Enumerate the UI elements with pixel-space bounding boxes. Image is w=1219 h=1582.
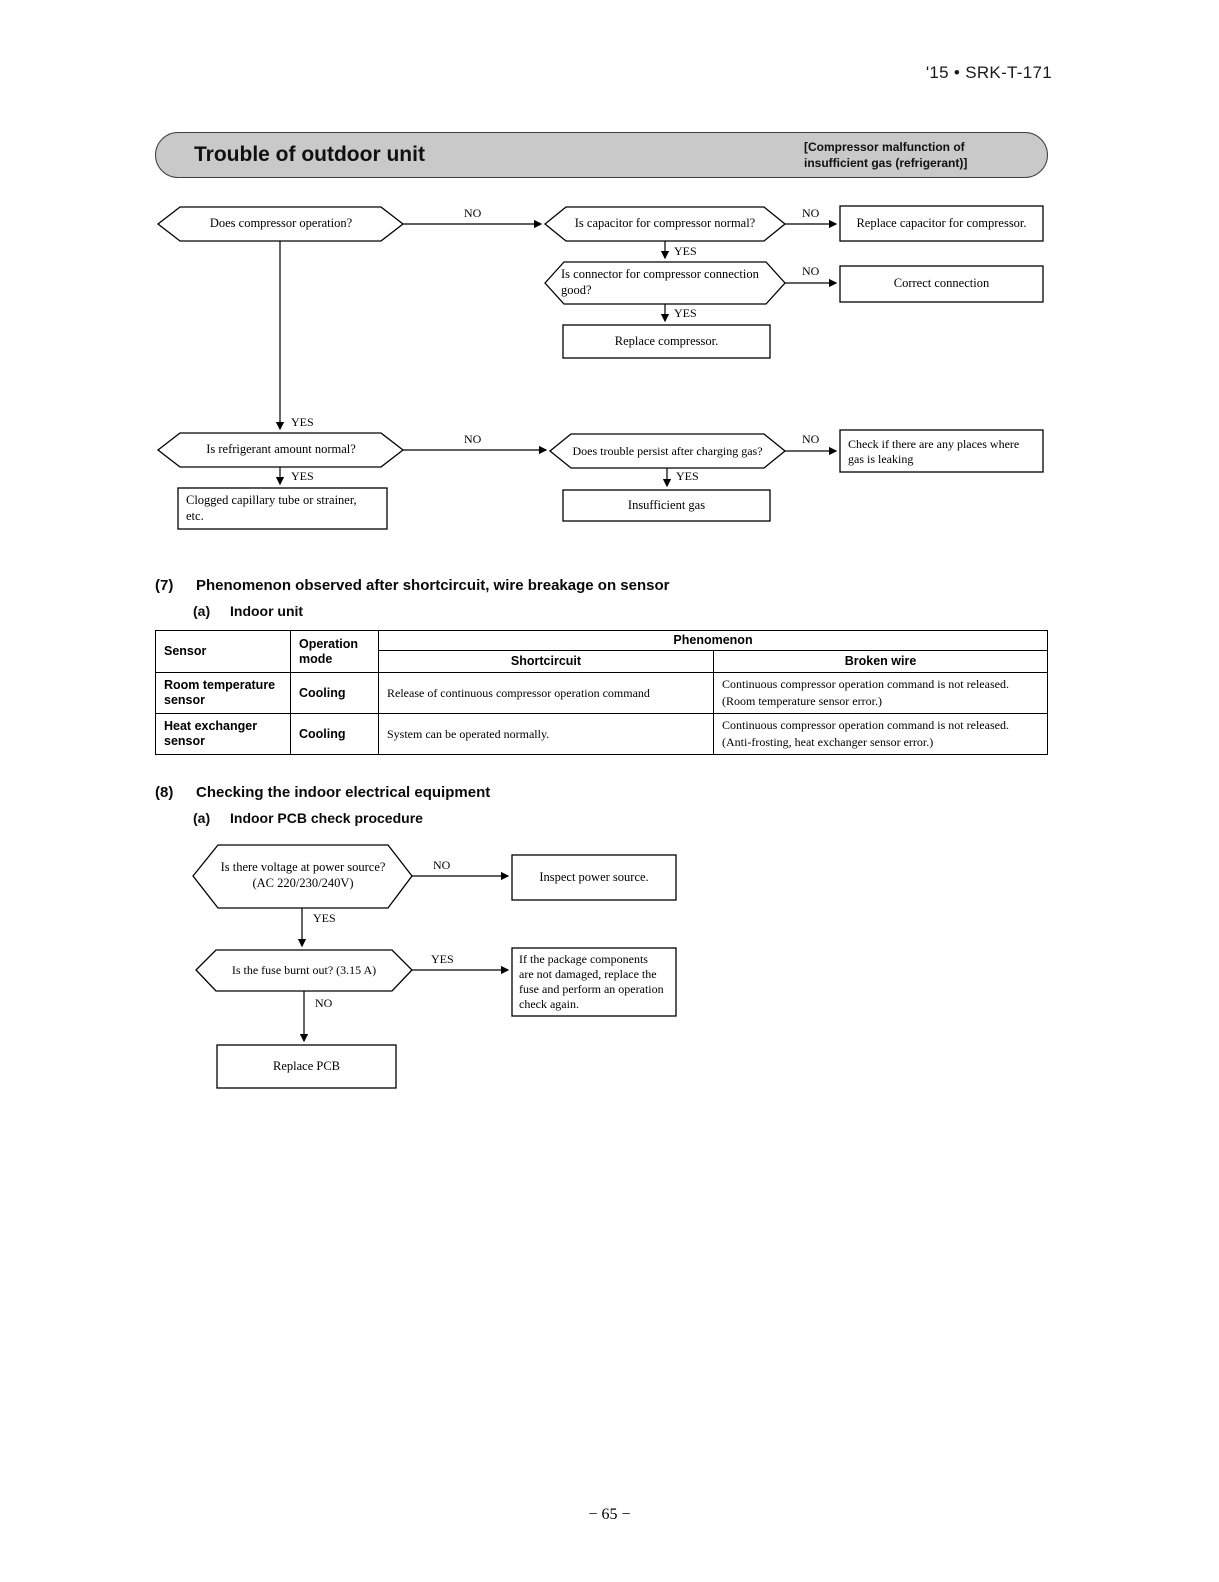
- col-header-broken-wire: Broken wire: [714, 651, 1048, 673]
- section-8a-heading: [193, 810, 423, 826]
- banner-title: Trouble of outdoor unit: [194, 143, 425, 166]
- node-result-insufficient-gas: Insufficient gas: [627, 497, 706, 512]
- page-number: − 65 −: [588, 1506, 631, 1523]
- node-decision-capacitor-normal: Is capacitor for compressor normal?: [574, 216, 756, 231]
- cell-text-line: (Anti-frosting, heat exchanger sensor error.): [722, 735, 934, 749]
- table-row: [156, 673, 1048, 714]
- section-7a-number: (a): [193, 603, 211, 619]
- edge-label-no: NO: [802, 264, 820, 278]
- node-text-line: If the package components: [519, 952, 648, 966]
- section-7-number: (7): [155, 577, 174, 594]
- cell-shortcircuit: Release of continuous compressor operation command: [379, 673, 714, 714]
- node-text-line: gas is leaking: [848, 451, 914, 466]
- node-action-correct-connection: Correct connection: [893, 276, 990, 291]
- col-header-shortcircuit: Shortcircuit: [379, 651, 714, 673]
- edge-label-yes: YES: [291, 469, 314, 483]
- node-text-line: Clogged capillary tube or strainer,: [186, 493, 357, 508]
- node-action-replace-pcb: Replace PCB: [272, 1058, 340, 1073]
- table-header-row: [156, 631, 1048, 651]
- node-decision-compressor-operation: Does compressor operation?: [209, 216, 353, 231]
- cell-text-line: Continuous compressor operation command is not released.: [722, 718, 1009, 733]
- edge-label-yes: YES: [674, 244, 697, 258]
- node-action-check-gas-leak: [848, 433, 1038, 470]
- node-decision-connector-good: [561, 262, 775, 304]
- cell-text-line: Continuous compressor operation command is not released.: [722, 677, 1009, 692]
- node-action-replace-fuse: [519, 951, 673, 1013]
- cell-sensor: Room temperature sensor: [156, 673, 291, 714]
- cell-mode: Cooling: [291, 673, 379, 714]
- edge-label-yes: YES: [676, 469, 699, 483]
- col-header-sensor: Sensor: [156, 631, 291, 673]
- node-text-line: fuse and perform an operation: [519, 982, 664, 996]
- edge-label-no: NO: [464, 206, 482, 220]
- section-7-title: Phenomenon observed after shortcircuit, wire breakage on sensor: [196, 577, 670, 594]
- section-8a-number: (a): [193, 810, 211, 826]
- node-text-line: check again.: [519, 997, 579, 1011]
- node-text-line: Is connector for compressor connection: [561, 267, 759, 282]
- section-8-title: Checking the indoor electrical equipment: [196, 784, 491, 801]
- edge-label-no: NO: [802, 432, 820, 446]
- col-header-phenomenon: Phenomenon: [379, 631, 1048, 651]
- node-decision-trouble-persist: Does trouble persist after charging gas?: [572, 443, 763, 458]
- edge-label-no: NO: [433, 858, 451, 872]
- edge-label-yes: YES: [313, 911, 336, 925]
- node-decision-fuse-burnt: Is the fuse burnt out? (3.15 A): [231, 963, 377, 977]
- node-decision-voltage-source: [212, 848, 394, 904]
- node-text-line: etc.: [186, 509, 204, 523]
- node-text-line: are not damaged, replace the: [519, 967, 657, 981]
- banner-subtitle-line2: insufficient gas (refrigerant)]: [804, 155, 968, 170]
- edge-label-no: NO: [315, 996, 333, 1010]
- cell-broken-wire: [714, 714, 1048, 755]
- node-decision-refrigerant-normal: Is refrigerant amount normal?: [206, 442, 356, 457]
- edge-label-no: NO: [464, 432, 482, 446]
- node-text-line: Is there voltage at power source?: [220, 860, 386, 875]
- node-action-replace-compressor: Replace compressor.: [614, 333, 719, 348]
- table-row: [156, 714, 1048, 755]
- edge-label-no: NO: [802, 206, 820, 220]
- sensor-phenomenon-table: [155, 630, 1048, 755]
- edge-label-yes: YES: [431, 952, 454, 966]
- doc-code: '15 • SRK-T-171: [925, 63, 1052, 82]
- section-7a-title: Indoor unit: [230, 603, 304, 619]
- section-7a-heading: [193, 603, 303, 619]
- node-result-clogged-capillary: [186, 491, 382, 527]
- node-text-line: (AC 220/230/240V): [252, 876, 354, 890]
- section-8-number: (8): [155, 784, 174, 801]
- section-7-heading: [155, 577, 669, 594]
- node-action-replace-capacitor: Replace capacitor for compressor.: [856, 215, 1027, 230]
- cell-text-line: (Room temperature sensor error.): [722, 694, 882, 708]
- section-8-heading: [155, 784, 490, 801]
- node-text-line: Check if there are any places where: [848, 436, 1020, 451]
- cell-sensor: Heat exchanger sensor: [156, 714, 291, 755]
- node-text-line: good?: [561, 283, 592, 297]
- section-8a-title: Indoor PCB check procedure: [230, 810, 423, 826]
- node-action-inspect-power: Inspect power source.: [539, 869, 649, 884]
- cell-broken-wire: [714, 673, 1048, 714]
- edge-label-yes: YES: [291, 415, 314, 429]
- col-header-operation-mode: Operation mode: [291, 631, 379, 673]
- cell-shortcircuit: System can be operated normally.: [379, 714, 714, 755]
- banner-subtitle-line1: [Compressor malfunction of: [804, 140, 965, 154]
- edge-label-yes: YES: [674, 306, 697, 320]
- cell-mode: Cooling: [291, 714, 379, 755]
